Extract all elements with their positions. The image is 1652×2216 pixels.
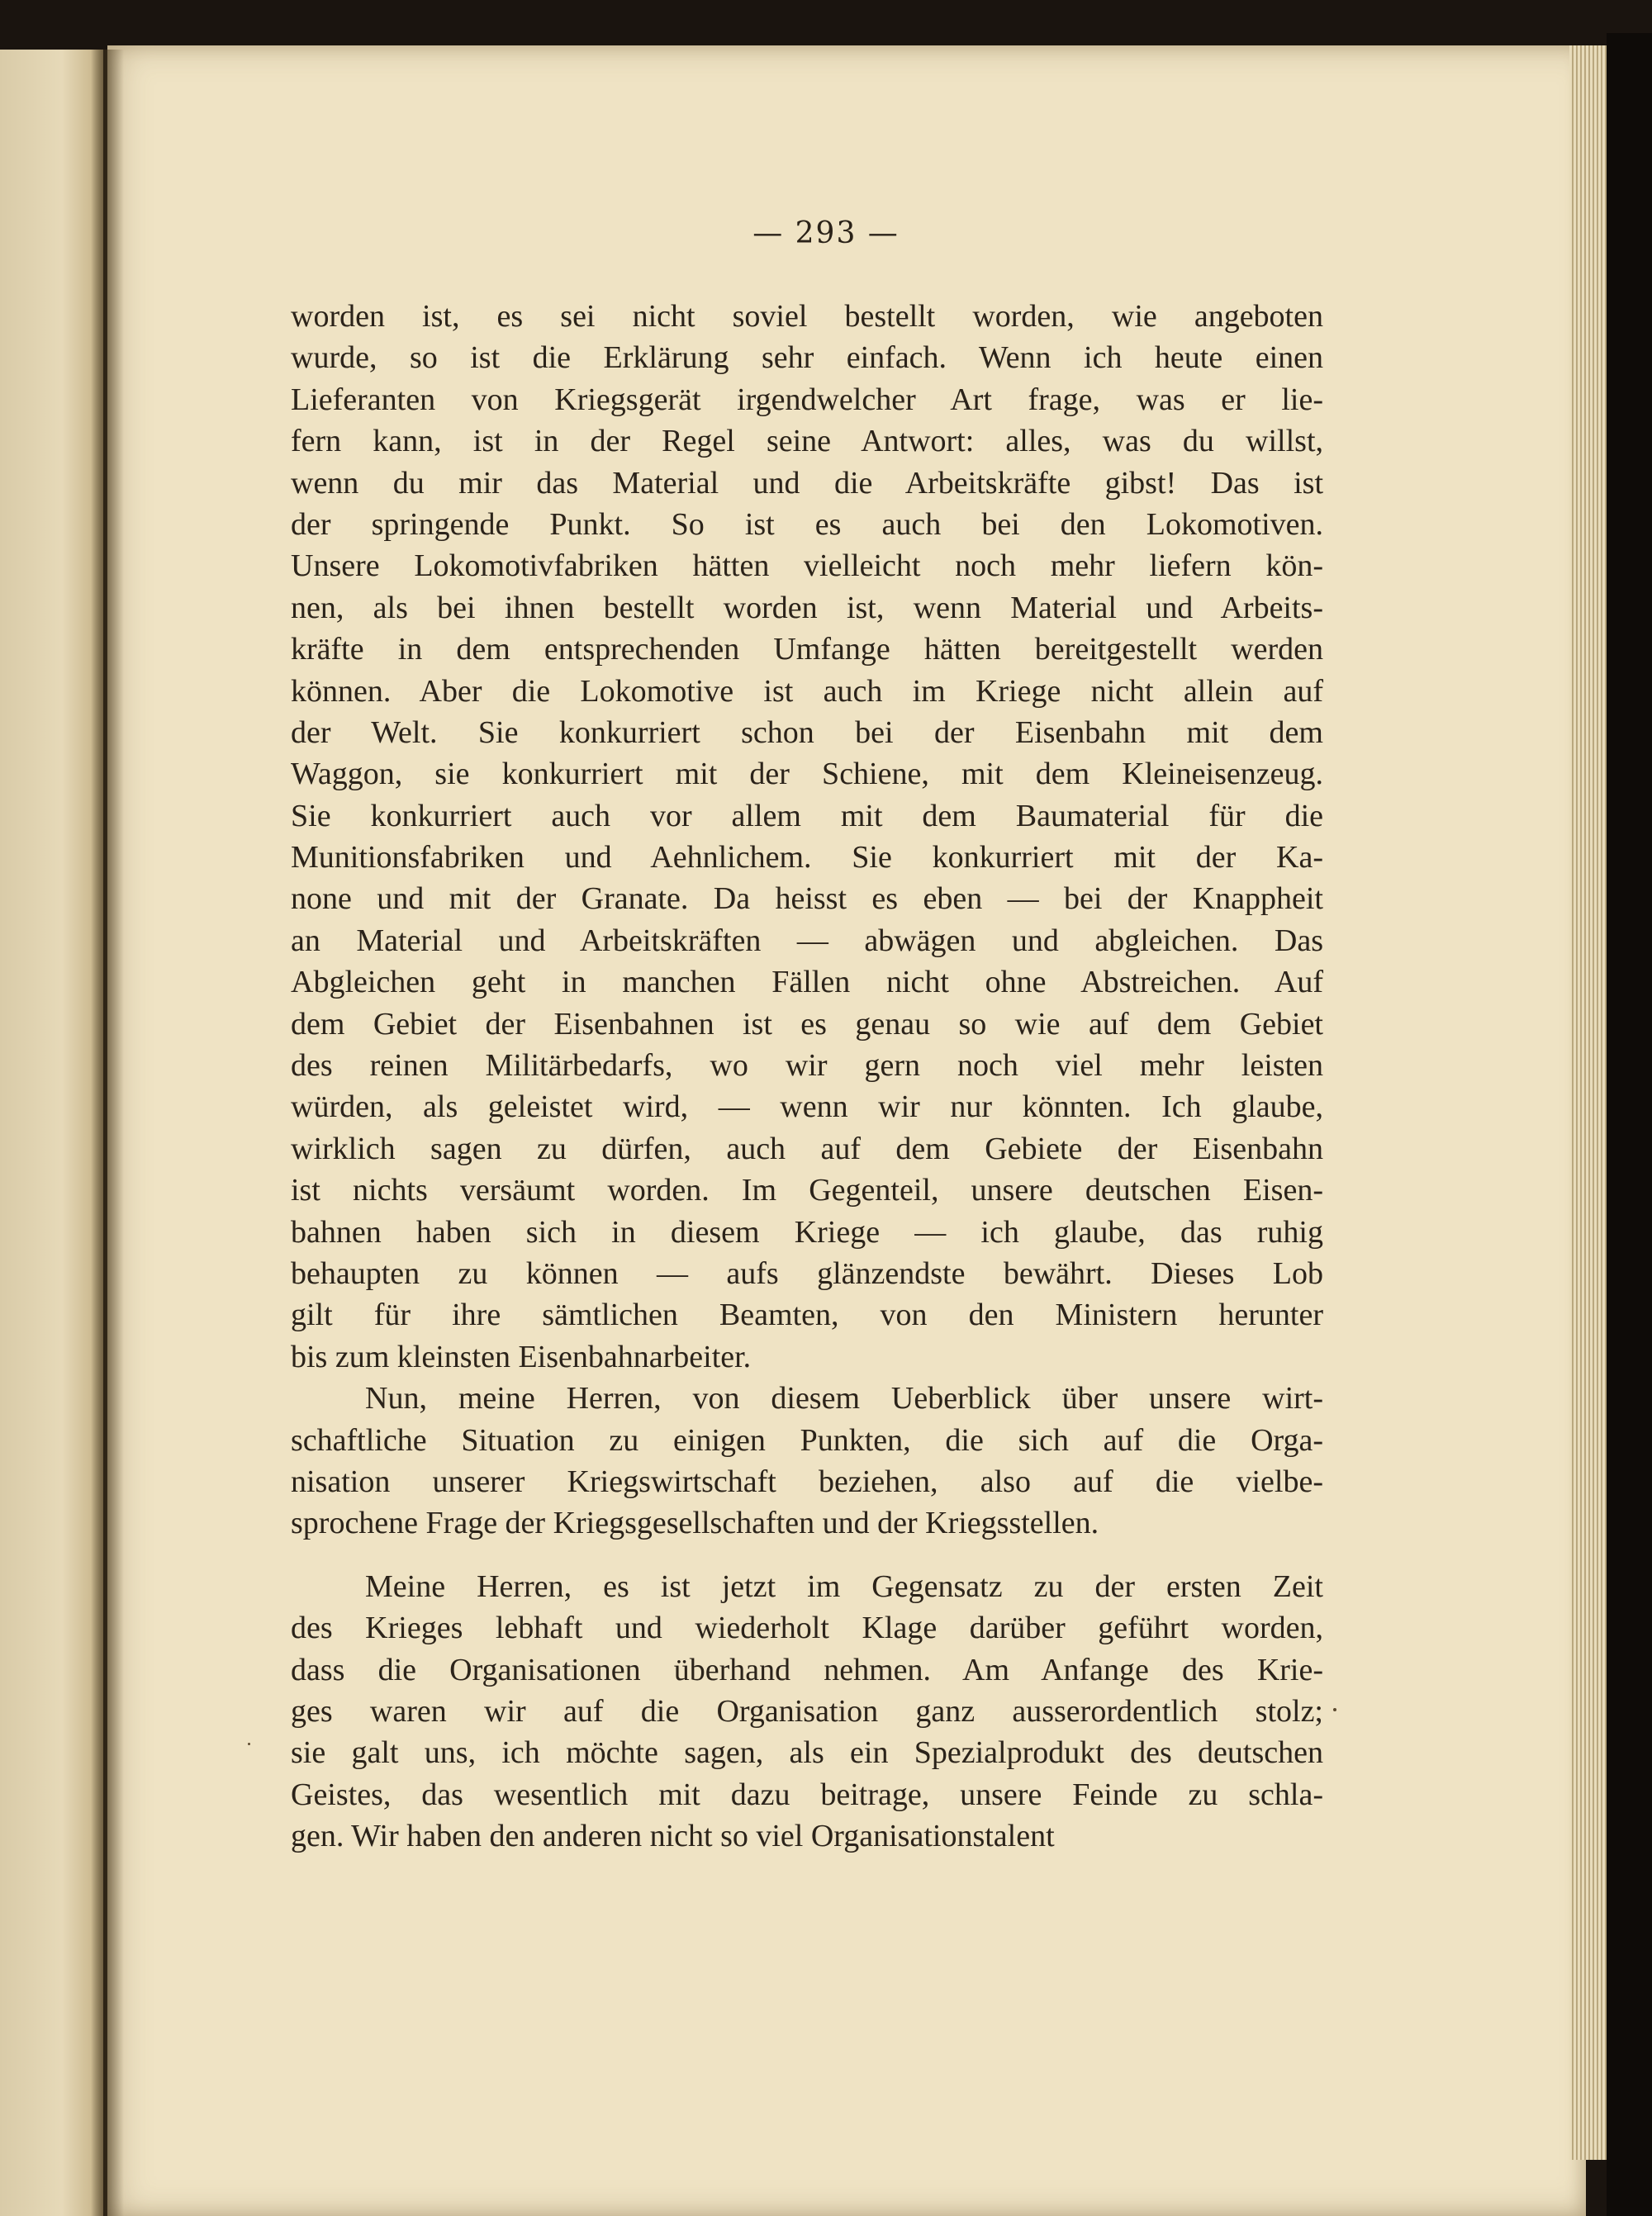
text-line: wurde, so ist die Erklärung sehr einfach. Wenn ich heute einen: [291, 340, 1323, 376]
text-line: Nun, meine Herren, von diesem Ueberblick über unsere wirt-: [365, 1381, 1323, 1416]
text-line: nisation unserer Kriegswirtschaft beziehen, also auf die vielbe-: [291, 1464, 1323, 1499]
text-line: ist nichts versäumt worden. Im Gegenteil, unsere deutschen Eisen-: [291, 1173, 1323, 1208]
text-line: Sie konkurriert auch vor allem mit dem Baumaterial für die: [291, 798, 1323, 833]
text-line: kräfte in dem entsprechenden Umfange hätten bereitgestellt werden: [291, 632, 1323, 667]
page-number: — 293 —: [752, 216, 900, 250]
text-line: bis zum kleinsten Eisenbahnarbeiter.: [291, 1339, 752, 1374]
text-line: fern kann, ist in der Regel seine Antwort: alles, was du willst,: [291, 424, 1323, 459]
text-line: none und mit der Granate. Da heisst es eben — bei der Knappheit: [291, 881, 1323, 917]
text-line: Geistes, das wesentlich mit dazu beitrage, unsere Feinde zu schla-: [291, 1777, 1323, 1812]
text-line: gilt für ihre sämtlichen Beamten, von den Ministern herunter: [291, 1298, 1323, 1333]
text-line: an Material und Arbeitskräften — abwägen und abgleichen. Das: [291, 923, 1323, 958]
text-line: bahnen haben sich in diesem Kriege — ich glaube, das ruhig: [291, 1214, 1323, 1250]
text-line: Meine Herren, es ist jetzt im Gegensatz zu der ersten Zeit: [365, 1568, 1323, 1604]
text-line: des reinen Militärbedarfs, wo wir gern noch viel mehr leisten: [291, 1048, 1323, 1084]
text-line: nen, als bei ihnen bestellt worden ist, wenn Material und Arbeits-: [291, 590, 1323, 625]
text-line: können. Aber die Lokomotive ist auch im Kriege nicht allein auf: [291, 673, 1323, 709]
text-line: Munitionsfabriken und Aehnlichem. Sie konkurriert mit der Ka-: [291, 840, 1323, 875]
text-line: dass die Organisationen überhand nehmen. Am Anfange des Krie-: [291, 1652, 1323, 1687]
text-line: der Welt. Sie konkurriert schon bei der Eisenbahn mit dem: [291, 714, 1323, 750]
text-line: schaftliche Situation zu einigen Punkten, die sich auf die Orga-: [291, 1422, 1323, 1458]
text-line: sie galt uns, ich möchte sagen, als ein Spezialprodukt des deutschen: [291, 1735, 1323, 1771]
text-line: wenn du mir das Material und die Arbeitskräfte gibst! Das ist: [291, 465, 1323, 501]
text-line: worden ist, es sei nicht soviel bestellt worden, wie angeboten: [291, 299, 1323, 334]
paper-speck: [248, 1743, 250, 1745]
text-line: der springende Punkt. So ist es auch bei den Lokomotiven.: [291, 506, 1323, 542]
text-line: Abgleichen geht in manchen Fällen nicht ohne Abstreichen. Auf: [291, 965, 1323, 1000]
paragraph-gap: [291, 1545, 1323, 1566]
background-shadow: [1607, 33, 1652, 2216]
text-line: Lieferanten von Kriegsgerät irgendwelcher Art frage, was er lie-: [291, 382, 1323, 417]
text-line: Unsere Lokomotivfabriken hätten vielleicht noch mehr liefern kön-: [291, 548, 1323, 584]
text-line: dem Gebiet der Eisenbahnen ist es genau so wie auf dem Gebiet: [291, 1006, 1323, 1042]
text-line: gen. Wir haben den anderen nicht so viel Organisationstalent: [291, 1819, 1055, 1854]
left-page-edge: [0, 50, 103, 2216]
book-gutter: [91, 50, 124, 2216]
text-line: ges waren wir auf die Organisation ganz ausserordentlich stolz;: [291, 1693, 1323, 1729]
text-line: des Krieges lebhaft und wiederholt Klage darüber geführt worden,: [291, 1611, 1323, 1646]
body-text: [291, 296, 1323, 1857]
page-stack-edge: [1569, 45, 1607, 2160]
text-line: sprochene Frage der Kriegsgesellschaften und der Kriegsstellen.: [291, 1506, 1099, 1541]
text-line: würden, als geleistet wird, — wenn wir nur könnten. Ich glaube,: [291, 1089, 1323, 1125]
text-line: Waggon, sie konkurriert mit der Schiene, mit dem Kleineisenzeug.: [291, 757, 1323, 792]
paper-speck: [1333, 1708, 1336, 1711]
text-line: wirklich sagen zu dürfen, auch auf dem Gebiete der Eisenbahn: [291, 1131, 1323, 1166]
text-line: behaupten zu können — aufs glänzendste bewährt. Dieses Lob: [291, 1255, 1323, 1291]
